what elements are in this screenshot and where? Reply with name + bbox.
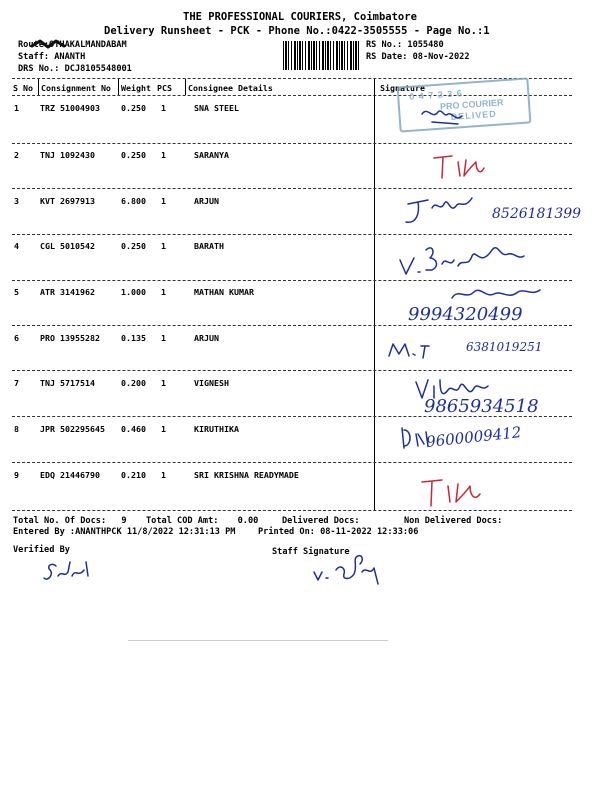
total-docs-value: 9 — [121, 516, 127, 526]
handwritten-phone-row-7: 9865934518 — [424, 396, 539, 417]
row-pcs: 1 — [161, 378, 166, 388]
row-sno: 4 — [14, 241, 19, 251]
signature-row-4 — [396, 238, 536, 283]
cod-label: Total COD Amt: — [146, 516, 219, 526]
staff-label: Staff: — [18, 52, 50, 62]
row-sno: 9 — [14, 470, 19, 480]
row-weight: 0.250 — [121, 103, 146, 113]
signature-row-6 — [385, 338, 445, 363]
row-weight: 6.800 — [121, 196, 146, 206]
staff-signature — [310, 550, 390, 590]
row-pcs: 1 — [161, 196, 166, 206]
staff-signature-label: Staff Signature — [272, 547, 350, 557]
rs-date-label: RS Date: — [366, 52, 408, 62]
row-consignee: SNA STEEL — [194, 103, 239, 113]
handwritten-phone-row-6: 6381019251 — [466, 340, 543, 354]
row-consignee: KIRUTHIKA — [194, 424, 239, 434]
row-consignment: PRO 13955282 — [40, 333, 100, 343]
row-consignee: VIGNESH — [194, 378, 229, 388]
fold-line — [128, 640, 388, 641]
row-consignment: CGL 5010542 — [40, 241, 95, 251]
verified-by-label: Verified By — [13, 545, 70, 555]
row-weight: 0.135 — [121, 333, 146, 343]
route-scribble — [30, 38, 70, 52]
col-pcs: PCS — [157, 83, 172, 93]
entered-by: Entered By :ANANTHPCK 11/8/2022 12:31:13 PM — [13, 527, 236, 537]
row-consignment: TRZ 51004903 — [40, 103, 100, 113]
row-weight: 0.250 — [121, 241, 146, 251]
rs-no-label: RS No.: — [366, 40, 403, 50]
row-rule — [12, 370, 572, 371]
row-pcs: 1 — [161, 424, 166, 434]
row-consignment: KVT 2697913 — [40, 196, 95, 206]
company-title: THE PROFESSIONAL COURIERS, Coimbatore — [183, 11, 417, 23]
row-rule — [12, 325, 572, 326]
rs-no-row — [366, 40, 444, 50]
row-sno: 5 — [14, 287, 19, 297]
stamp-line-2: PRO COURIER — [439, 97, 504, 112]
staff-row — [18, 52, 85, 62]
row-consignee: BARATH — [194, 241, 224, 251]
delivered-docs-label: Delivered Docs: — [282, 516, 360, 526]
drs-row — [18, 64, 132, 74]
stamp-line-3: DELIVED — [450, 108, 498, 122]
table-top-rule — [12, 78, 572, 79]
col-signature: Signature — [380, 83, 425, 93]
row-consignee: ARJUN — [194, 196, 219, 206]
row-weight: 0.200 — [121, 378, 146, 388]
col-weight: Weight — [121, 83, 151, 93]
row-weight: 1.000 — [121, 287, 146, 297]
row-sno: 6 — [14, 333, 19, 343]
row-pcs: 1 — [161, 103, 166, 113]
signature-row-2 — [430, 150, 510, 185]
row-weight: 0.250 — [121, 150, 146, 160]
totals-row — [13, 516, 127, 526]
row-consignment: JPR 502295645 — [40, 424, 105, 434]
row-rule — [12, 234, 572, 235]
row-consignee: MATHAN KUMAR — [194, 287, 254, 297]
row-consignee: ARJUN — [194, 333, 219, 343]
row-consignment: TNJ 5717514 — [40, 378, 95, 388]
total-docs-label: Total No. Of Docs: — [13, 516, 107, 526]
drs-label: DRS No.: — [18, 64, 60, 74]
row-sno: 8 — [14, 424, 19, 434]
handwritten-phone-row-5: 9994320499 — [408, 304, 523, 325]
handwritten-phone-row-3: 8526181399 — [492, 206, 582, 222]
runsheet-subtitle: Delivery Runsheet - PCK - Phone No.:0422-3505555 - Page No.:1 — [104, 25, 490, 37]
route-value: OTHAKALMANDABAM — [49, 40, 127, 50]
row-consignment: ATR 3141962 — [40, 287, 95, 297]
signature-row-1 — [418, 100, 478, 130]
row-pcs: 1 — [161, 287, 166, 297]
col-consignment: Consignment No — [41, 83, 111, 93]
signature-row-3 — [402, 190, 492, 230]
col-sno: S No — [13, 83, 33, 93]
row-consignee: SARANYA — [194, 150, 229, 160]
non-delivered-docs-label: Non Delivered Docs: — [404, 516, 503, 526]
rs-no-value: 1055480 — [407, 40, 444, 50]
cod-row — [146, 516, 258, 526]
row-weight: 0.460 — [121, 424, 146, 434]
drs-value: DCJ8105548001 — [64, 64, 132, 74]
row-pcs: 1 — [161, 470, 166, 480]
row-consignment: TNJ 1092430 — [40, 150, 95, 160]
printed-on: Printed On: 08-11-2022 12:33:06 — [258, 527, 419, 537]
col-divider — [185, 79, 186, 95]
handwritten-phone-row-8: 9600009412 — [425, 423, 523, 451]
row-weight: 0.210 — [121, 470, 146, 480]
row-rule — [12, 143, 572, 144]
barcode — [283, 41, 361, 70]
stamp-line-1: 0 4 7 2 3 6 — [408, 88, 464, 102]
row-sno: 2 — [14, 150, 19, 160]
col-consignee: Consignee Details — [188, 83, 273, 93]
row-sno: 1 — [14, 103, 19, 113]
row-rule — [12, 462, 572, 463]
row-pcs: 1 — [161, 150, 166, 160]
row-pcs: 1 — [161, 241, 166, 251]
row-sno: 7 — [14, 378, 19, 388]
cod-value: 0.00 — [237, 516, 259, 526]
staff-value: ANANTH — [54, 52, 86, 62]
row-rule — [12, 188, 572, 189]
col-divider — [38, 79, 39, 95]
row-pcs: 1 — [161, 333, 166, 343]
row-consignee: SRI KRISHNA READYMADE — [194, 470, 299, 480]
row-sno: 3 — [14, 196, 19, 206]
verified-by-signature — [40, 556, 100, 586]
col-divider — [118, 79, 119, 95]
rs-date-row — [366, 52, 470, 62]
rs-date-value: 08-Nov-2022 — [412, 52, 470, 62]
route-label: Route: — [18, 40, 50, 50]
signature-row-9 — [418, 472, 498, 512]
row-consignment: EDQ 21446790 — [40, 470, 100, 480]
